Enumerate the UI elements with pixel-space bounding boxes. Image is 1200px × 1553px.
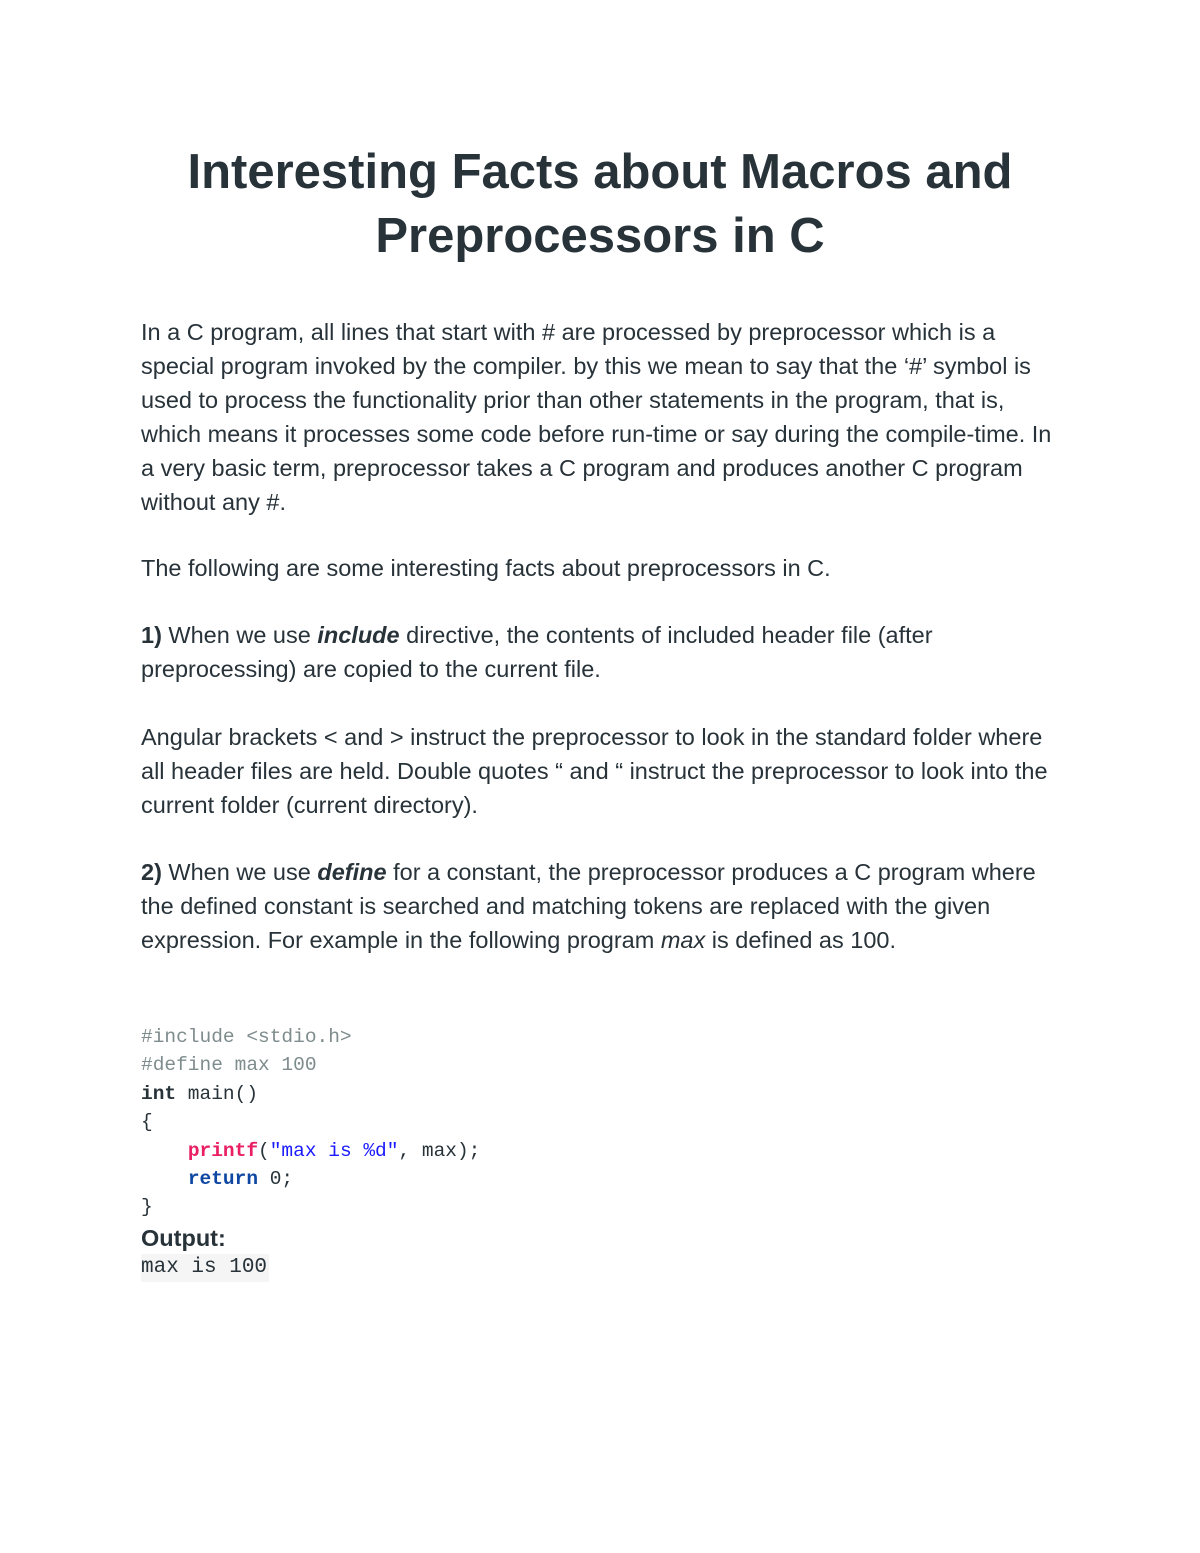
code-open-brace: { (141, 1111, 153, 1134)
fact-2-text-before: When we use (161, 859, 318, 885)
angular-brackets-paragraph: Angular brackets < and > instruct the preprocessor to look in the standard folder where all header files are held. Double quotes “ and “ instruct the preprocessor to look into the current folder (current directory). (141, 724, 1048, 818)
code-line-define: #define max 100 (141, 1054, 317, 1077)
fact-1-text-after: directive, the contents of included header file (after preprocessing) are copied to the current file. (141, 622, 933, 682)
code-string: "max is %d" (269, 1139, 399, 1162)
code-printf: printf (187, 1139, 259, 1162)
intro-paragraph: In a C program, all lines that start with # are processed by preprocessor which is a special program invoked by the compiler. by this we mean to say that the ‘#’ symbol is used to process the functionality prior than other statements in the program, that is, which means it processes some code before run-time or say during the compile-time. In a very basic term, preprocessor takes a C program and produces another C program without any #. (141, 319, 1052, 515)
code-paren: ( (258, 1139, 270, 1162)
code-main-signature: main() (176, 1082, 259, 1105)
fact-2-text-after: is defined as 100. (705, 927, 897, 953)
fact-2-paragraph (141, 855, 1059, 957)
fact-1-text-before: When we use (161, 622, 318, 648)
code-return: return (187, 1168, 259, 1191)
title-line-2: Preprocessors in C (375, 209, 825, 263)
output-value: max is 100 (141, 1254, 269, 1282)
fact-2-number: 2) (141, 859, 162, 885)
page-title (141, 140, 1059, 268)
code-return-value: 0; (258, 1168, 294, 1191)
code-line-include: #include <stdio.h> (141, 1026, 352, 1048)
fact-2-keyword: define (317, 859, 387, 885)
title-line-1: Interesting Facts about Macros and (187, 145, 1013, 199)
code-printf-args: , max); (398, 1139, 481, 1162)
fact-1-keyword: include (317, 622, 400, 648)
code-close-brace: } (141, 1196, 153, 1219)
fact-1-number: 1) (141, 622, 162, 648)
code-indent (141, 1140, 188, 1162)
code-keyword-int: int (141, 1082, 177, 1105)
code-indent (141, 1168, 188, 1190)
output-label: Output: (141, 1225, 226, 1251)
fact-1-paragraph (141, 618, 1059, 686)
fact-2-text-middle: for a constant, the preprocessor produces a C program where the defined constant is searched and matching tokens are replaced with the given expression. For example in the following program (141, 859, 1036, 953)
following-paragraph: The following are some interesting facts about preprocessors in C. (141, 555, 831, 581)
code-block (141, 1023, 480, 1222)
fact-2-variable: max (660, 927, 706, 953)
